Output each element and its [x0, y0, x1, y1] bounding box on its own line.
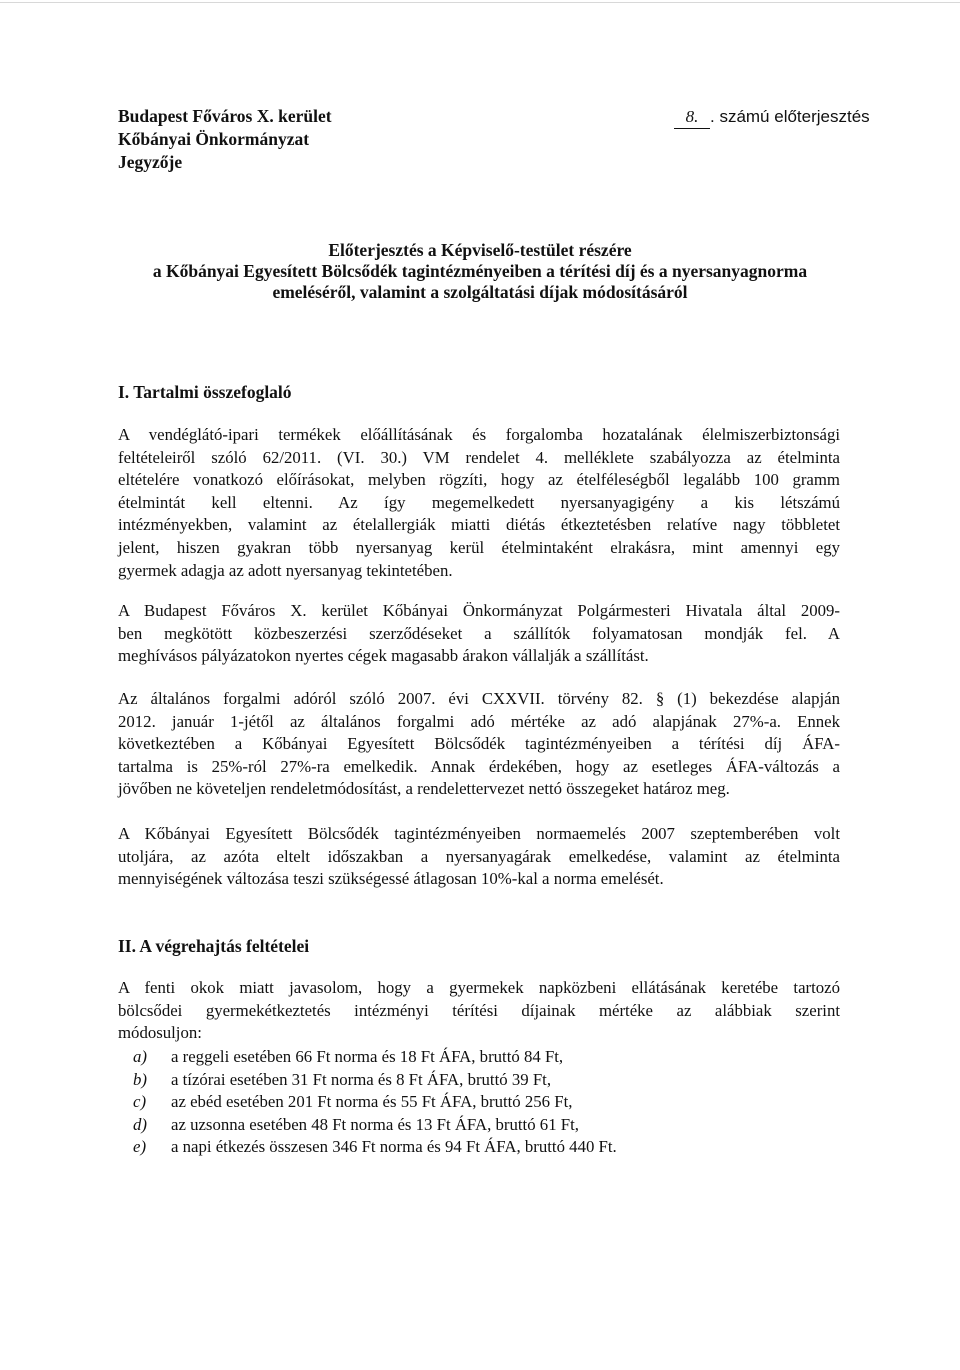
text-line: jövőben ne követeljen rendeletmódosítást, a rendelettervezet nettó összegeket határoz meg. [118, 779, 730, 799]
sender-line: Budapest Főváros X. kerület [118, 106, 332, 126]
list-item [133, 1069, 833, 1092]
text-line: 2012. január 1-jétől az általános forgalmi adó mértéke az adó alapjának 27%-a. Ennek [118, 711, 840, 731]
text-line: A Kőbányai Egyesített Bölcsődék tagintézményeiben normaemelés 2007 szeptemberében volt [118, 824, 840, 843]
list-letter: e) [133, 1137, 147, 1157]
title-line: a Kőbányai Egyesített Bölcsődék tagintézményeiben a térítési díj és a nyersanyagnorma [152, 261, 808, 281]
text-line: meghívásos pályázatokon nyertes cégek magasabb árakon vállalják a szállítást. [118, 646, 649, 666]
list-text: az uzsonna esetében 48 Ft norma és 13 Ft ÁFA, bruttó 61 Ft, [171, 1114, 579, 1134]
text-line: utoljára, az azóta eltelt időszakban a nyersanyagárak emelkedése, valamint az ételminta [118, 846, 840, 866]
text-line: módosuljon: [118, 1023, 202, 1043]
fee-list [133, 1046, 833, 1159]
section-heading-2: II. A végrehajtás feltételei [118, 936, 310, 956]
text-line: A fenti okok miatt javasolom, hogy a gyermekek napközbeni ellátásának keretébe tartozó [118, 978, 840, 997]
paragraph-5 [118, 977, 840, 1045]
text-line: A vendéglátó-ipari termékek előállításának és forgalomba hozatalának élelmiszerbiztonsági [118, 425, 840, 444]
text-line: Az általános forgalmi adóról szóló 2007. évi CXXVII. törvény 82. § (1) bekezdése alapján [118, 689, 840, 708]
text-line: eltételére vonatkozó előírásokat, melyben rögzíti, hogy az ételféleségből legalább 100 gramm [118, 470, 840, 490]
paragraph-4 [118, 823, 840, 891]
list-letter: a) [133, 1047, 147, 1066]
text-line: gyermek adagja az adott nyersanyag tekintetében. [118, 560, 453, 580]
sender-block [118, 105, 332, 174]
list-text: a napi étkezés összesen 346 Ft norma és 94 Ft ÁFA, bruttó 440 Ft. [171, 1137, 617, 1157]
list-letter: c) [133, 1092, 147, 1112]
text-line: feltételeiről szóló 62/2011. (VI. 30.) VM rendelet 4. melléklete szabályozza az ételminta [118, 447, 840, 467]
paragraph-2 [118, 600, 840, 668]
list-item [133, 1136, 833, 1159]
list-text: az ebéd esetében 201 Ft norma és 55 Ft ÁFA, bruttó 256 Ft, [171, 1092, 573, 1112]
text-line: intézményekben, valamint az ételallergiák miatti diétás étkeztetésben relatíve nagy többletet [118, 515, 840, 535]
text-line: ételmintát kell eltenni. Az így megemelkedett nyersanyagigény a kis létszámú [118, 492, 840, 512]
reference-number [674, 105, 870, 129]
list-text: a reggeli esetében 66 Ft norma és 18 Ft ÁFA, bruttó 84 Ft, [171, 1047, 564, 1066]
list-letter: b) [133, 1069, 147, 1089]
text-line: A Budapest Főváros X. kerület Kőbányai Önkormányzat Polgármesteri Hivatala által 2009- [118, 601, 840, 620]
list-letter: d) [133, 1114, 147, 1134]
title-line: emeléséről, valamint a szolgáltatási díjak módosításáról [272, 282, 688, 302]
paragraph-3 [118, 688, 840, 801]
text-line: tartalma is 25%-ról 27%-ra emelkedik. Annak érdekében, hogy az esetleges ÁFA-változás a [118, 756, 840, 776]
paragraph-1 [118, 424, 840, 582]
sender-line: Kőbányai Önkormányzat [118, 129, 310, 149]
text-line: jelent, hiszen gyakran több nyersanyag kerül ételmintaként elrakásra, mint amennyi egy [118, 537, 840, 557]
text-line: mennyiségének változása teszi szükségessé átlagosan 10%-kal a norma emelését. [118, 869, 664, 889]
title-line: Előterjesztés a Képviselő-testület részére [328, 240, 632, 260]
handwritten-number: 8. [674, 105, 710, 129]
sender-line: Jegyzője [118, 152, 183, 172]
document-title [0, 240, 960, 303]
section-heading-1: I. Tartalmi összefoglaló [118, 382, 292, 402]
list-text: a tízórai esetében 31 Ft norma és 8 Ft ÁFA, bruttó 39 Ft, [171, 1069, 552, 1089]
text-line: bölcsődei gyermekétkeztetés intézményi térítési díjainak mértéke az alábbiak szerint [118, 1000, 840, 1020]
reference-label: . számú előterjesztés [710, 107, 870, 126]
list-item [133, 1114, 833, 1137]
text-line: következtében a Kőbányai Egyesített Bölcsődék tagintézményeiben a térítési díj ÁFA- [118, 734, 840, 754]
list-item [133, 1091, 833, 1114]
list-item [133, 1046, 833, 1069]
text-line: ben megkötött közbeszerzési szerződéseket a szállítók folyamatosan mondják fel. A [118, 623, 840, 643]
scan-edge-line [0, 2, 960, 3]
